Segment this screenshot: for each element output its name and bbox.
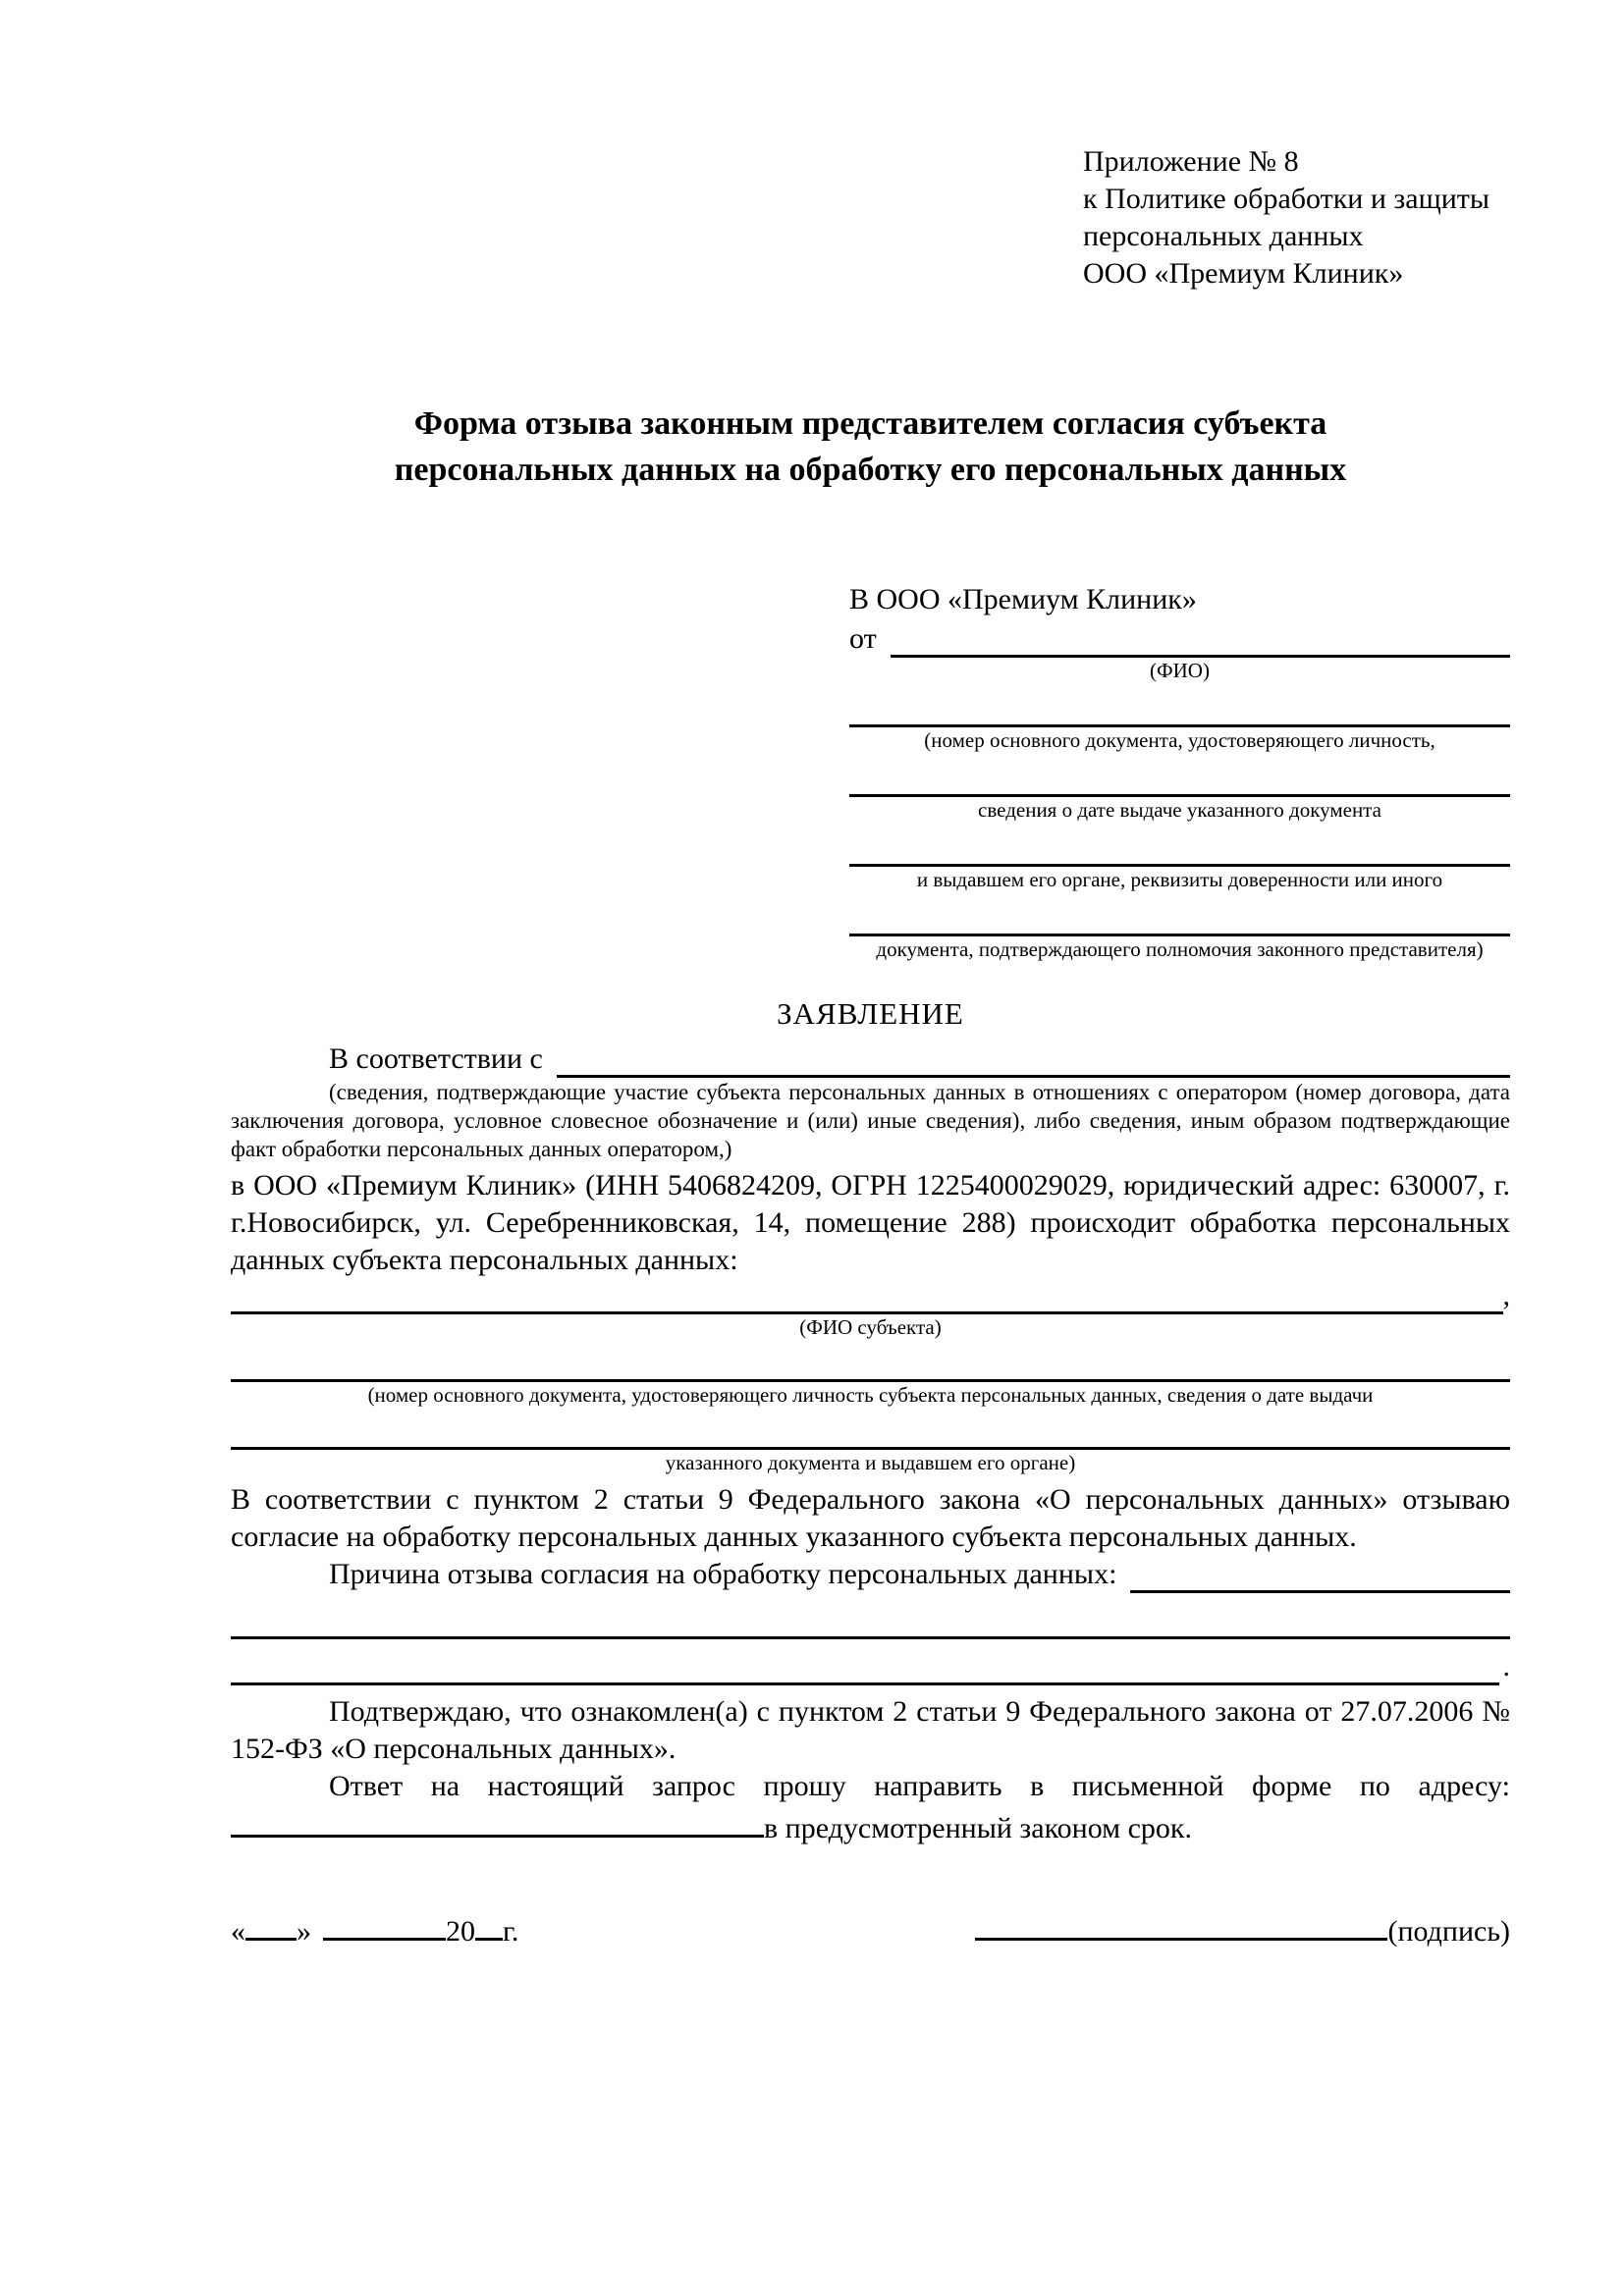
footer-row xyxy=(231,1908,1510,1950)
reason-blank-line-2 xyxy=(231,1593,1510,1639)
signature-blank xyxy=(975,1908,1387,1941)
signature-caption: (подпись) xyxy=(1387,1915,1510,1948)
representative-doc-caption: сведения о дате выдаче указанного документа xyxy=(978,798,1381,822)
intro-blank-line xyxy=(557,1041,1510,1078)
subject-doc-caption: указанного документа и выдавшем его органе) xyxy=(665,1451,1076,1474)
from-label: от xyxy=(849,622,877,655)
reason-label: Причина отзыва согласия на обработку персональных данных: xyxy=(329,1558,1117,1590)
representative-doc-blank-line xyxy=(849,683,1510,727)
subject-fio-comma: , xyxy=(1502,1279,1510,1311)
intro-caption: (сведения, подтверждающие участие субъекта персональных данных в отношениях с оператором (номер договора, дата заключения договора, условное словесное обозначение и (или) иные сведения), либо сведения, иным образом подтверждающие факт обработки персональных данных оператором,) xyxy=(231,1080,1510,1161)
form-title-line: персональных данных на обработку его персональных данных xyxy=(394,452,1347,488)
fio-caption: (ФИО) xyxy=(1150,659,1210,682)
quote-open: « xyxy=(231,1915,245,1948)
date-line xyxy=(231,1908,518,1950)
reply-tail: в предусмотренный законом срок. xyxy=(764,1812,1192,1844)
addressee-from-row xyxy=(849,620,1510,658)
reply-lead: Ответ на настоящий запрос прошу направить в письменной форме по адресу: xyxy=(329,1770,1510,1802)
signature-line xyxy=(975,1908,1510,1950)
appendix-line: персональных данных xyxy=(1083,220,1364,252)
subject-doc-blank-line xyxy=(231,1340,1510,1382)
reason-blank-line-3-row xyxy=(231,1639,1510,1685)
appendix-block xyxy=(1083,143,1510,293)
confirm-paragraph: Подтверждаю, что ознакомлен(а) с пунктом 2 статьи 9 Федерального закона от 27.07.2006 № 152-ФЗ «О персональных данных». xyxy=(231,1695,1510,1765)
appendix-line: к Политике обработки и защиты xyxy=(1083,183,1490,215)
intro-label: В соответствии с xyxy=(329,1042,543,1075)
reason-period: . xyxy=(1502,1650,1510,1682)
reason-blank-line-3 xyxy=(231,1639,1499,1685)
reply-paragraph xyxy=(231,1768,1510,1847)
subject-doc-blank-line xyxy=(231,1408,1510,1450)
addressee-block xyxy=(849,581,1510,962)
address-blank-line xyxy=(231,1805,764,1838)
representative-doc-blank-line xyxy=(849,823,1510,867)
year-suffix: г. xyxy=(503,1915,519,1948)
representative-doc-blank-line xyxy=(849,753,1510,797)
subject-fio-blank-line xyxy=(231,1279,1503,1314)
day-blank xyxy=(245,1908,297,1941)
appendix-line: Приложение № 8 xyxy=(1083,145,1299,178)
fio-blank-line xyxy=(891,620,1510,658)
statement-heading: ЗАЯВЛЕНИЕ xyxy=(777,996,964,1031)
month-blank xyxy=(323,1908,446,1941)
representative-doc-caption: (номер основного документа, удостоверяющего личность, xyxy=(924,728,1435,752)
withdraw-paragraph: В соответствии с пунктом 2 статьи 9 Федерального закона «О персональных данных» отзываю согласие на обработку персональных данных указанного субъекта персональных данных. xyxy=(231,1483,1510,1553)
reason-blank-line xyxy=(1130,1556,1510,1593)
form-title-line: Форма отзыва законным представителем согласия субъекта xyxy=(413,405,1327,442)
appendix-line: ООО «Премиум Клиник» xyxy=(1083,257,1404,290)
subject-fio-row xyxy=(231,1279,1510,1314)
year-prefix: 20 xyxy=(446,1915,475,1948)
subject-fio-caption: (ФИО субъекта) xyxy=(799,1315,942,1339)
quote-close: » xyxy=(297,1915,311,1948)
representative-doc-caption: и выдавшем его органе, реквизиты доверенности или иного xyxy=(916,868,1443,891)
operator-paragraph: в ООО «Премиум Клиник» (ИНН 5406824209, ОГРН 1225400029029, юридический адрес: 630007, г. г.Новосибирск, ул. Серебренниковская, 14, помещение 288) происходит обработка персональных данных субъекта персональных данных: xyxy=(231,1169,1510,1276)
addressee-to: В ООО «Премиум Клиник» xyxy=(849,583,1197,615)
representative-doc-caption: документа, подтверждающего полномочия законного представителя) xyxy=(876,937,1484,961)
representative-doc-blank-line xyxy=(849,892,1510,936)
reason-row xyxy=(231,1556,1510,1593)
subject-doc-caption: (номер основного документа, удостоверяющего личность субъекта персональных данных, сведения о дате выдачи xyxy=(367,1383,1374,1407)
form-title xyxy=(231,400,1510,493)
year-blank xyxy=(475,1908,503,1941)
intro-row xyxy=(231,1041,1510,1078)
